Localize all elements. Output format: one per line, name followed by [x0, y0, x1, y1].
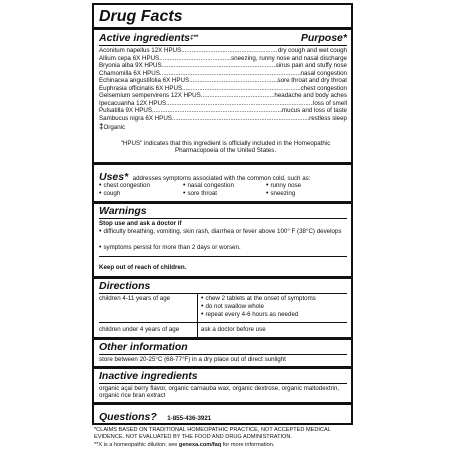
questions-section [99, 407, 347, 425]
leader-dots [172, 115, 309, 122]
ingredient-name: Allium cepa 6X HPUS [99, 54, 160, 62]
active-ingredients-heading: Active ingredients‡** Purpose* [99, 32, 347, 44]
ingredient-row [99, 47, 347, 54]
divider [99, 354, 347, 355]
ingredient-name: Pulsatilla 9X HPUS [99, 107, 152, 114]
ingredient-purpose: sinus pain and stuffy nose [275, 62, 347, 69]
keep-out-of-reach: Keep out of reach of children. [99, 264, 187, 271]
warning-item: • symptoms persist for more than 2 days or worsen. [99, 244, 241, 251]
ingredient-purpose: loss of smell [312, 99, 347, 107]
use-item: • runny nose [266, 182, 302, 189]
inactive-ingredients-heading: Inactive ingredients [99, 370, 198, 382]
ingredient-row [99, 62, 347, 69]
divider [94, 366, 351, 369]
ingredient-name: Aconitum napellus 12X HPUS [99, 47, 182, 54]
use-item: • sneezing [266, 190, 296, 197]
divider [99, 256, 347, 257]
directions-heading: Directions [99, 280, 151, 292]
uses-intro: addresses symptoms associated with the common cold, such as: [132, 175, 311, 182]
ingredient-name: Ipecacuanha 12X HPUS [99, 99, 167, 107]
leader-dots [159, 55, 231, 62]
purpose-heading: Purpose* [300, 32, 347, 44]
divider [99, 293, 347, 294]
other-info-heading: Other information [99, 341, 188, 353]
leader-dots [162, 62, 276, 69]
ingredient-row [99, 115, 347, 122]
ingredient-purpose: chest congestion [300, 84, 347, 92]
drug-facts-panel [92, 3, 353, 425]
leader-dots [182, 85, 300, 92]
ingredient-purpose: nasal congestion [300, 69, 347, 77]
direction-step: • do not swallow whole [201, 303, 264, 310]
claims-footnote: *CLAIMS BASED ON TRADITIONAL HOMEOPATHIC PRACTICE, NOT ACCEPTED MEDICAL EVIDENCE. NOT EVALUATED BY THE FOOD AND DRUG ADMINISTRATION. [94, 427, 331, 440]
panel-title: Drug Facts [99, 8, 183, 25]
ingredient-name: Bryonia alba 9X HPUS [99, 62, 162, 69]
divider [94, 162, 351, 165]
divider [99, 322, 347, 323]
table-divider [197, 293, 198, 337]
footnotes [94, 427, 356, 448]
ingredient-name: Echinacea angustifolia 6X HPUS [99, 77, 190, 84]
ingredient-purpose: restless sleep [309, 114, 347, 122]
divider [94, 337, 351, 340]
faq-link[interactable]: genexa.com/faq [178, 441, 222, 448]
ingredient-name: Euphrasia officinalis 6X HPUS [99, 84, 183, 92]
divider [99, 45, 347, 46]
stop-use-heading: Stop use and ask a doctor if [99, 220, 182, 227]
ingredient-purpose: sore throat and dry throat [277, 77, 347, 84]
ingredient-row [99, 92, 347, 99]
ingredient-row [99, 70, 347, 77]
ingredient-row [99, 100, 347, 107]
ingredient-purpose: sneezing, runny nose and nasal discharge [231, 54, 347, 62]
hpus-note: "HPUS" indicates that this ingredient is officially included in the Homeopathic Pharmacopoeia of the United States. [120, 140, 331, 155]
ingredient-name: Gelsemium sempervirens 12X HPUS [99, 92, 201, 99]
divider [94, 276, 351, 279]
direction-step: • repeat every 4-6 hours as needed [201, 311, 299, 318]
questions-phone[interactable]: 1-855-436-3921 [167, 415, 212, 422]
leader-dots [166, 100, 313, 107]
warning-item: • difficulty breathing, vomiting, skin rash, diarrhea or fever above 100° F (38°C) develops [99, 228, 342, 235]
questions-heading: Questions? [99, 411, 157, 423]
direction-step: ask a doctor before use [201, 326, 266, 333]
other-info-text: store between 20-25°C (68-77°F) in a dry place out of direct sunlight [99, 356, 286, 363]
inactive-ingredients-text: organic açaí berry flavor, organic carnauba wax, organic dextrose, organic maltodextrin, organic rice bran extract [99, 385, 340, 400]
direction-age: children 4-11 years of age [99, 295, 171, 302]
ingredient-row [99, 55, 347, 62]
ingredient-name: Sambucus nigra 6X HPUS [99, 114, 172, 122]
use-item: • chest congestion [99, 182, 150, 189]
direction-step: • chew 2 tablets at the onset of symptoms [201, 295, 316, 302]
divider [94, 201, 351, 204]
divider [99, 218, 347, 219]
divider [99, 383, 347, 384]
ingredient-purpose: dry cough and wet cough [277, 47, 347, 54]
ingredient-name: Chamomilla 6X HPUS [99, 69, 160, 77]
ingredient-row [99, 107, 347, 114]
organic-note: ‡Organic [99, 122, 126, 131]
use-item: • nasal congestion [183, 182, 234, 189]
leader-dots [152, 107, 282, 114]
leader-dots [201, 92, 275, 99]
warnings-heading: Warnings [99, 205, 147, 217]
ingredient-row [99, 77, 347, 84]
ingredient-purpose: headache and body aches [274, 92, 347, 99]
divider [94, 402, 351, 405]
leader-dots [160, 70, 301, 77]
leader-dots [181, 47, 278, 54]
dilution-footnote: **X is a homeopathic dilution; see genexa.com/faq for more information. [94, 441, 275, 448]
use-item: • sore throat [183, 190, 218, 197]
direction-age: children under 4 years of age [99, 326, 180, 333]
use-item: • cough [99, 190, 121, 197]
uses-heading: Uses* [99, 171, 129, 183]
leader-dots [189, 77, 277, 84]
ingredient-row [99, 85, 347, 92]
ingredient-purpose: mucus and loss of taste [281, 107, 347, 114]
divider [94, 27, 351, 30]
